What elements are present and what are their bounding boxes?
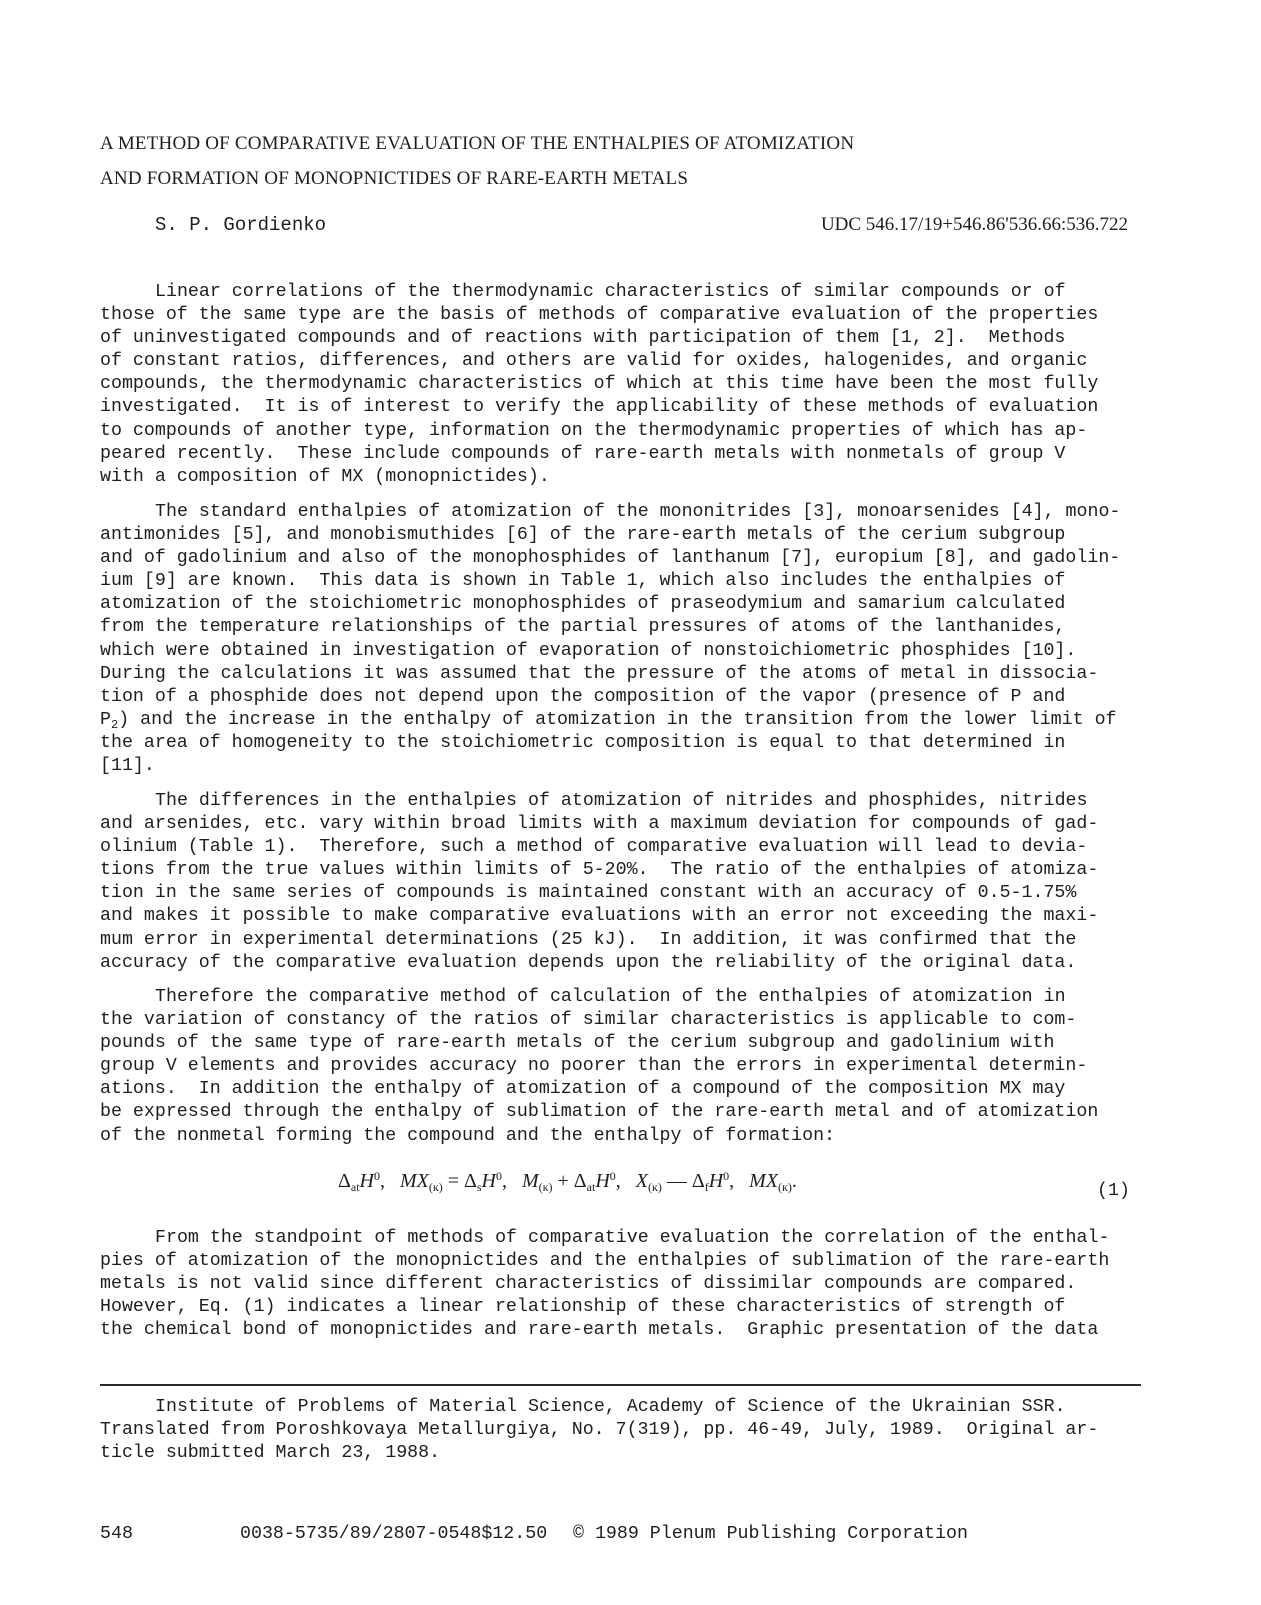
text-line: and of gadolinium and also of the monophosphides of lanthanum [7], europium [8], and gadolin- <box>100 548 1121 569</box>
footnote-line: ticle submitted March 23, 1988. <box>100 1443 441 1464</box>
page-number: 548 <box>100 1524 133 1544</box>
text-line-rest: ) and the increase in the enthalpy of atomization in the transition from the lower limit of <box>118 709 1117 730</box>
equation-number: (1) <box>1097 1181 1130 1201</box>
text-line: the area of homogeneity to the stoichiometric composition is equal to that determined in <box>100 732 1066 753</box>
text-line: tion of a phosphide does not depend upon the composition of the vapor (presence of P and <box>100 686 1066 707</box>
text-line: be expressed through the enthalpy of sublimation of the rare-earth metal and of atomization <box>100 1102 1099 1123</box>
text-line: mum error in experimental determinations (25 kJ). In addition, it was confirmed that the <box>100 929 1077 950</box>
text-line: ium [9] are known. This data is shown in Table 1, which also includes the enthalpies of <box>100 571 1066 592</box>
paragraph-3 <box>100 790 1098 975</box>
text-line: group V elements and provides accuracy no poorer than the errors in experimental determin- <box>100 1056 1088 1077</box>
text-line: and makes it possible to make comparative evaluations with an error not exceeding the maxi- <box>100 906 1099 927</box>
text-line: During the calculations it was assumed that the pressure of the atoms of metal in dissocia- <box>100 663 1099 684</box>
text-line: tion in the same series of compounds is maintained constant with an accuracy of 0.5-1.75% <box>100 883 1077 904</box>
text-line: From the standpoint of methods of comparative evaluation the correlation of the enthal- <box>155 1228 1110 1248</box>
text-line: to compounds of another type, information on the thermodynamic properties of which has ap- <box>100 420 1088 441</box>
footnote-line: Institute of Problems of Material Science, Academy of Science of the Ukrainian SSR. <box>155 1397 1066 1417</box>
text-line: peared recently. These include compounds of rare-earth metals with nonmetals of group V <box>100 443 1066 464</box>
paragraph-2 <box>100 501 1120 778</box>
text-line: The differences in the enthalpies of atomization of nitrides and phosphides, nitrides <box>155 791 1088 811</box>
subscript-2: 2 <box>110 717 119 732</box>
text-line: which were obtained in investigation of evaporation of nonstoichiometric phosphides [10]. <box>100 640 1077 661</box>
text-line: Linear correlations of the thermodynamic characteristics of similar compounds or of <box>155 282 1066 302</box>
paragraph-5 <box>100 1227 1109 1342</box>
text-line: the variation of constancy of the ratios of similar characteristics is applicable to com- <box>100 1010 1077 1031</box>
paragraph-4 <box>100 986 1098 1148</box>
text-line: Therefore the comparative method of calculation of the enthalpies of atomization in <box>155 987 1066 1007</box>
text-line: pies of atomization of the monopnictides and the enthalpies of sublimation of the rare-earth <box>100 1251 1110 1272</box>
text-line: accuracy of the comparative evaluation depends upon the reliability of the original data. <box>100 952 1077 973</box>
text-line: atomization of the stoichiometric monophosphides of praseodymium and samarium calculated <box>100 594 1066 615</box>
text-line: However, Eq. (1) indicates a linear relationship of these characteristics of strength of <box>100 1297 1066 1318</box>
equation-1: $\Delta_{at}H^0$, $MX_{(к)} = \Delta_sH^0$, $M_{(к)} + \Delta_{at}H^0$, $X_{(к)}$ — $\Delta_fH^0$, $MX_{(к)}$. <box>338 1169 797 1194</box>
text-line: The standard enthalpies of atomization of the mononitrides [3], monoarsenides [4], mono- <box>155 502 1121 522</box>
text-line: antimonides [5], and monobismuthides [6] of the rare-earth metals of the cerium subgroup <box>100 525 1066 546</box>
copyright-notice: © 1989 Plenum Publishing Corporation <box>573 1524 968 1544</box>
text-line: olinium (Table 1). Therefore, such a method of comparative evaluation will lead to devia- <box>100 837 1088 858</box>
text-line: tions from the true values within limits of 5-20%. The ratio of the enthalpies of atomiza- <box>100 860 1099 881</box>
text-line: of the nonmetal forming the compound and the enthalpy of formation: <box>100 1125 836 1146</box>
paragraph-1 <box>100 281 1098 489</box>
text-line: with a composition of MX (monopnictides). <box>100 466 550 487</box>
footnote <box>100 1396 1098 1465</box>
text-line-with-subscript <box>100 709 1120 732</box>
article-title-line-2: AND FORMATION OF MONOPNICTIDES OF RARE-EARTH METALS <box>100 168 689 189</box>
text-line: and arsenides, etc. vary within broad limits with a maximum deviation for compounds of gad- <box>100 814 1099 835</box>
text-line: metals is not valid since different characteristics of dissimilar compounds are compared. <box>100 1274 1077 1295</box>
article-title-line-1: A METHOD OF COMPARATIVE EVALUATION OF THE ENTHALPIES OF ATOMIZATION <box>100 133 855 154</box>
footnote-divider <box>100 1384 1141 1386</box>
text-line: investigated. It is of interest to verify the applicability of these methods of evaluation <box>100 397 1099 418</box>
text-line: [11]. <box>100 756 155 777</box>
text-line: compounds, the thermodynamic characteristics of which at this time have been the most fully <box>100 374 1099 395</box>
text-line: pounds of the same type of rare-earth metals of the cerium subgroup and gadolinium with <box>100 1033 1055 1054</box>
publication-code: 0038-5735/89/2807-0548$12.50 <box>240 1524 548 1544</box>
text-line: those of the same type are the basis of methods of comparative evaluation of the properties <box>100 305 1099 326</box>
text-line: the chemical bond of monopnictides and rare-earth metals. Graphic presentation of the data <box>100 1320 1099 1341</box>
text-line: ations. In addition the enthalpy of atomization of a compound of the composition MX may <box>100 1079 1066 1100</box>
text-line: of constant ratios, differences, and others are valid for oxides, halogenides, and organic <box>100 351 1088 372</box>
author: S. P. Gordienko <box>155 214 327 236</box>
p2-symbol: P <box>100 709 111 730</box>
text-line: of uninvestigated compounds and of reactions with participation of them [1, 2]. Methods <box>100 328 1066 349</box>
udc-code: UDC 546.17/19+546.86'536.66:536.722 <box>820 214 1128 235</box>
footnote-line: Translated from Poroshkovaya Metallurgiya, No. 7(319), pp. 46-49, July, 1989. Original ar- <box>100 1420 1099 1441</box>
text-line: from the temperature relationships of the partial pressures of atoms of the lanthanides, <box>100 617 1066 638</box>
